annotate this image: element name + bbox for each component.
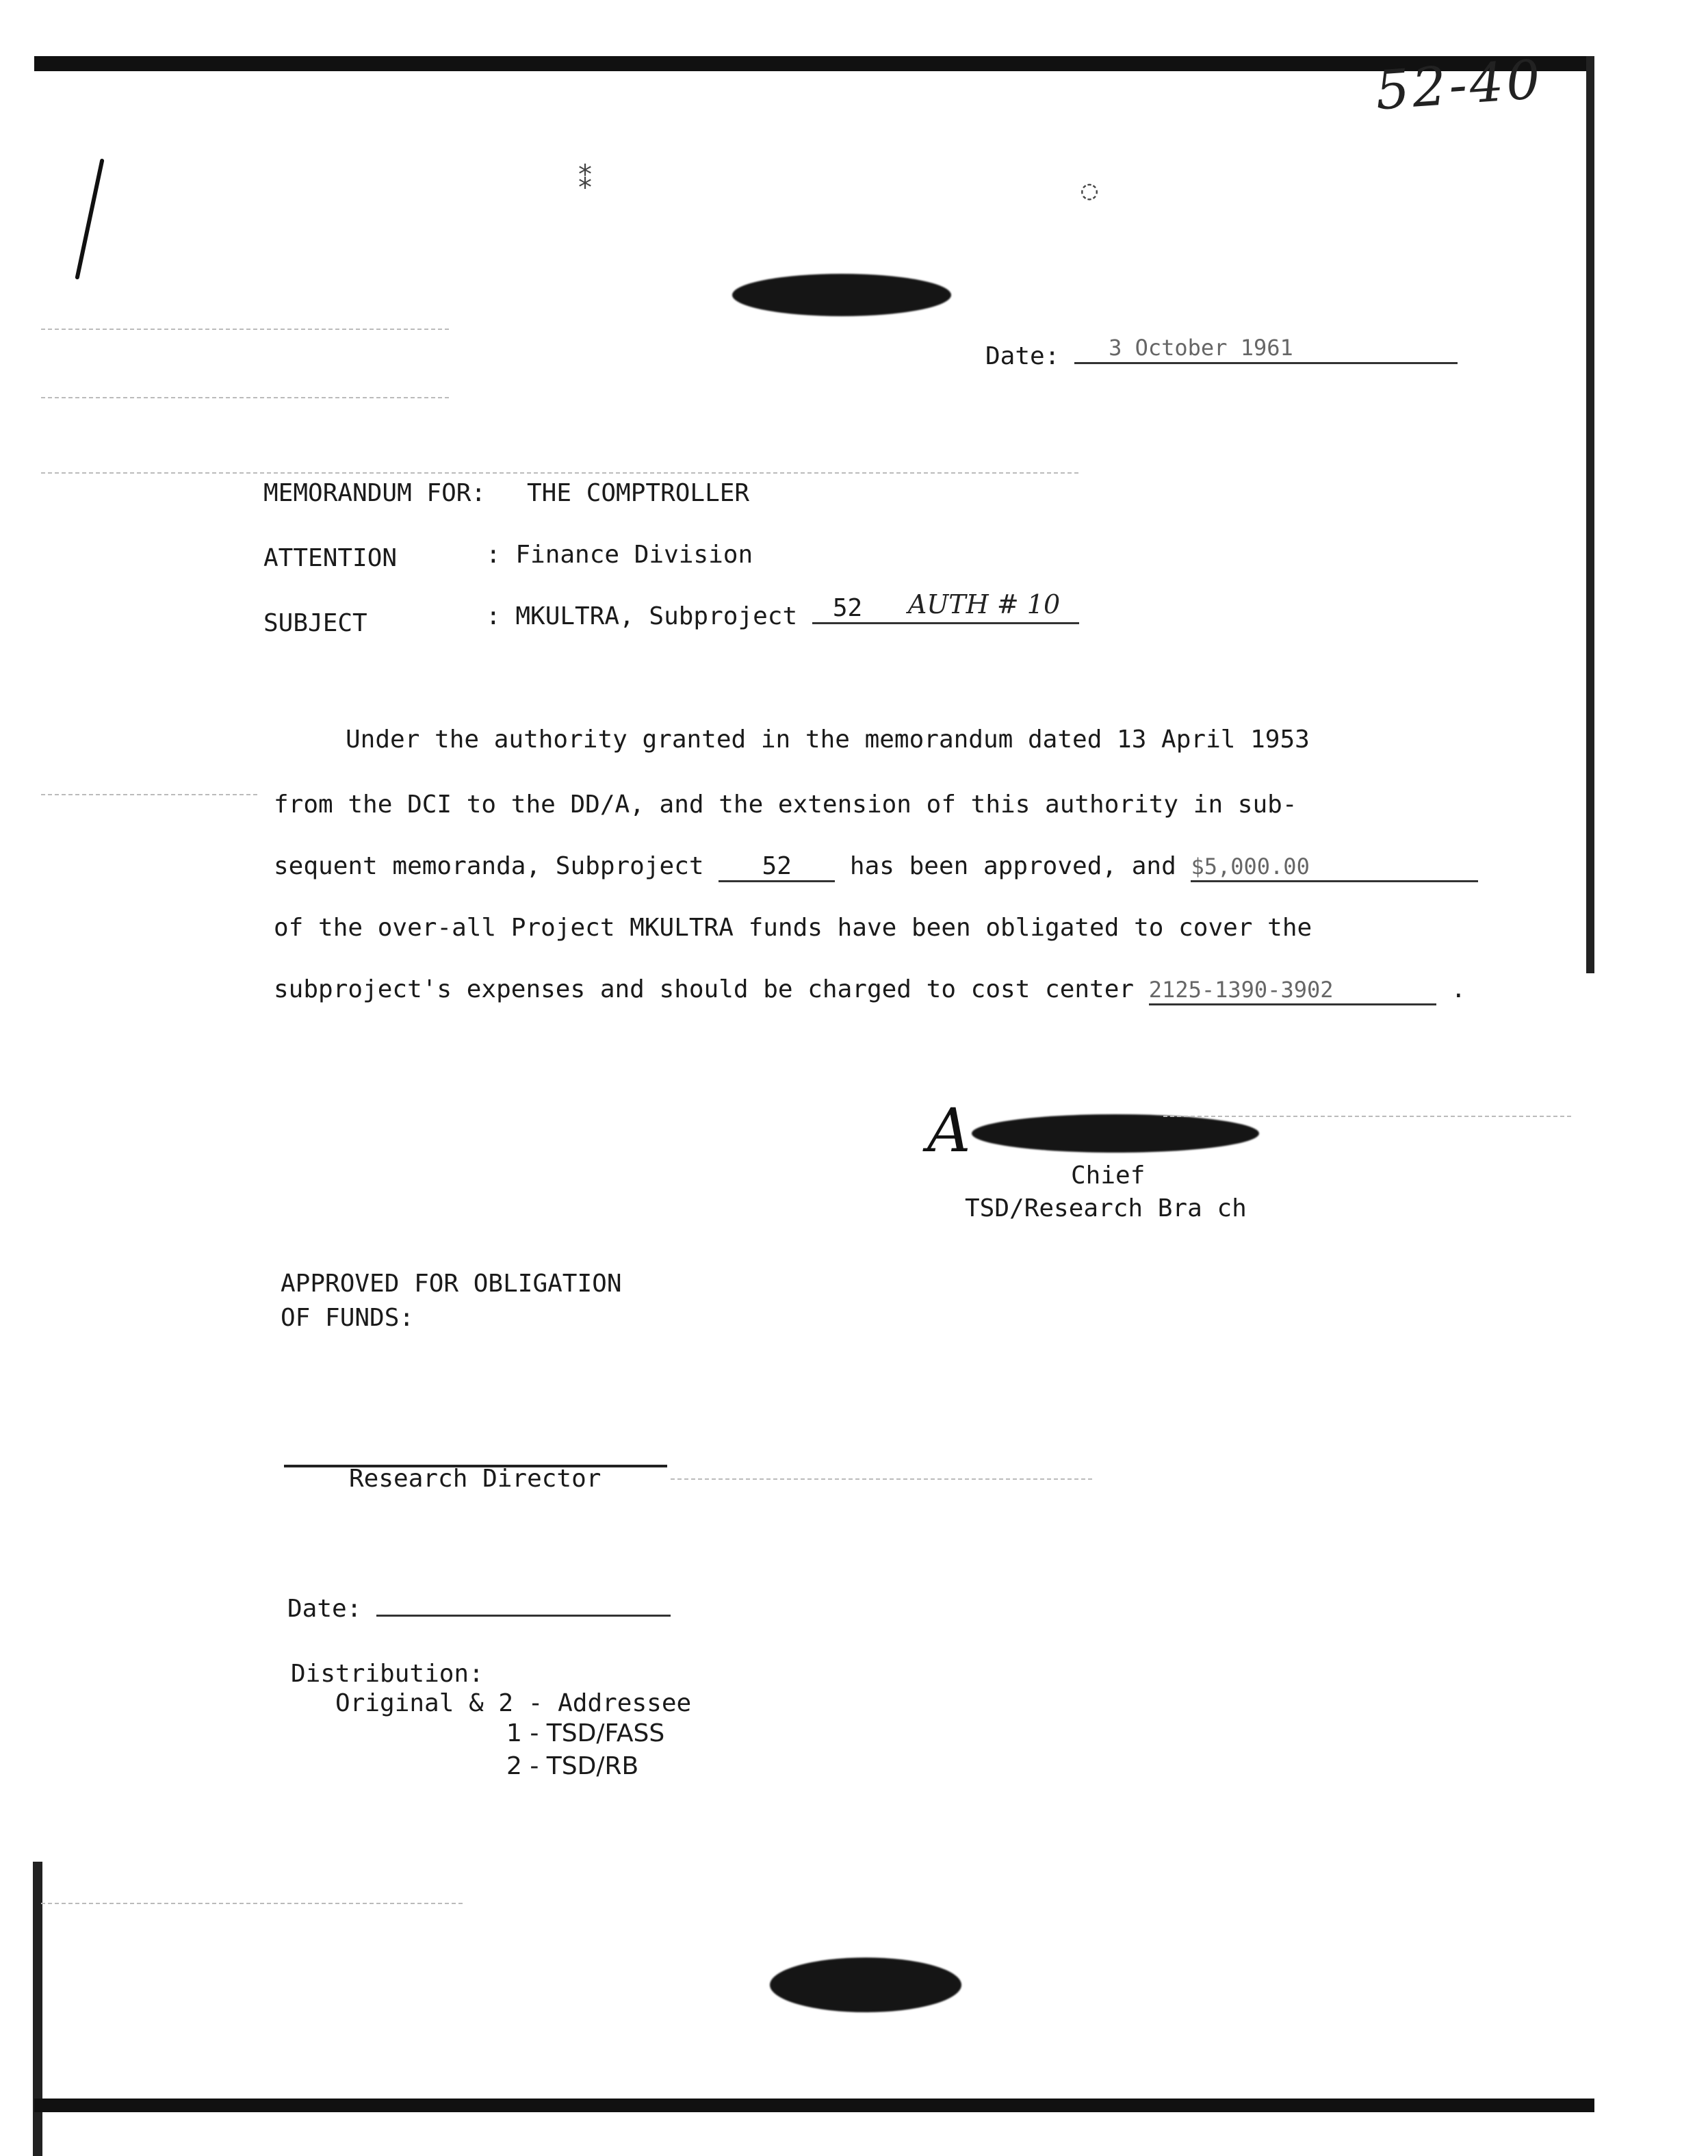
body-line-1: Under the authority granted in the memorandum dated 13 April 1953 (346, 726, 1310, 754)
bleed-through-line (41, 397, 452, 398)
handwritten-file-number: 52-40 (1373, 49, 1545, 123)
memorandum-for-label: MEMORANDUM FOR: (263, 479, 487, 507)
scan-border-right (1586, 56, 1594, 973)
subject-value: : MKULTRA, Subproject (486, 602, 798, 630)
scan-border-bottom (34, 2099, 1594, 2112)
date-value: 3 October 1961 (1109, 335, 1293, 361)
body-line-5 (274, 975, 1466, 1005)
funding-amount-value: $5,000.00 (1191, 854, 1310, 880)
date-blank (1074, 335, 1458, 364)
body-line-5-start: subproject's expenses and should be charged to cost center (274, 975, 1135, 1003)
subject-blank (812, 589, 1079, 624)
subject-handwritten-note: AUTH # 10 (907, 589, 1061, 619)
distribution-item: Original & 2 - Addressee (335, 1689, 692, 1717)
distribution-item: 2 - TSD/RB (506, 1752, 639, 1780)
pen-mark (75, 158, 104, 279)
attention-label: ATTENTION (263, 544, 398, 572)
date-label: Date: (985, 342, 1060, 370)
bleed-through-line (1163, 1116, 1574, 1117)
distribution-item: 1 - TSD/FASS (506, 1719, 665, 1747)
bleed-through-line (671, 1478, 1095, 1480)
bleed-through-line (41, 1903, 465, 1904)
approval-date-line (287, 1595, 671, 1623)
cost-center (1149, 975, 1436, 1005)
bleed-through-line (41, 794, 260, 795)
funding-amount (1191, 852, 1478, 882)
signature-initial: A (927, 1095, 971, 1166)
redaction-bottom (770, 1958, 961, 2012)
bleed-through-line (41, 472, 1081, 474)
approval-signer: Research Director (349, 1465, 601, 1493)
attention-value: : Finance Division (486, 541, 753, 569)
subject-line (486, 589, 1079, 630)
scan-border-top (34, 56, 1594, 71)
body-line-4: of the over-all Project MKULTRA funds have been obligated to cover the (274, 914, 1312, 942)
approval-line-2: OF FUNDS: (281, 1304, 415, 1332)
smudge-mark: ⁑ (578, 164, 592, 196)
distribution-label: Distribution: (291, 1660, 484, 1688)
approval-date-label: Date: (287, 1595, 362, 1623)
subproject-number: 52 (719, 852, 835, 882)
body-line-5-end: . (1451, 975, 1466, 1003)
memorandum-for-value: THE COMPTROLLER (527, 479, 750, 507)
body-line-2: from the DCI to the DD/A, and the extension of this authority in sub- (274, 791, 1297, 819)
approval-line-1: APPROVED FOR OBLIGATION (281, 1270, 622, 1298)
bleed-through-line (41, 329, 452, 330)
smudge-mark: ◌ (1081, 175, 1098, 206)
body-line-3-start: sequent memoranda, Subproject (274, 852, 704, 880)
approval-date-blank (376, 1615, 671, 1617)
body-line-3 (274, 852, 1478, 882)
date-line (985, 335, 1458, 370)
signature-title: Chief (1071, 1162, 1146, 1190)
redaction-top (732, 274, 951, 316)
cost-center-value: 2125-1390-3902 (1148, 977, 1334, 1003)
subject-label: SUBJECT (263, 609, 367, 637)
body-line-3-mid: has been approved, and (849, 852, 1176, 880)
signature-unit: TSD/Research Bra ch (965, 1194, 1247, 1222)
redaction-signature (972, 1114, 1259, 1153)
subject-number: 52 (832, 594, 863, 622)
